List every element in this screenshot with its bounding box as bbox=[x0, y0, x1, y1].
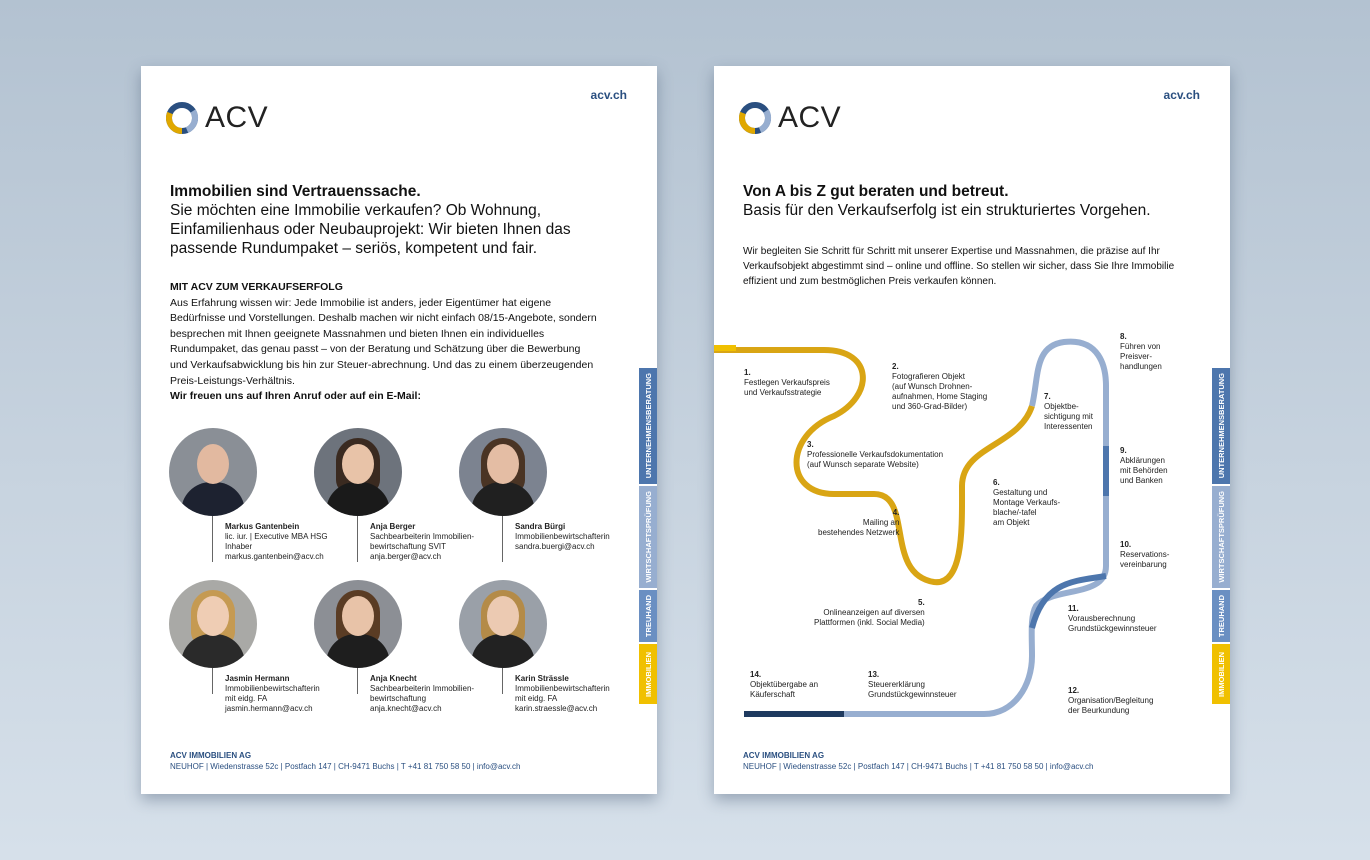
step-number: 1. bbox=[744, 368, 751, 377]
tab-unternehmensberatung[interactable]: UNTERNEHMENSBERATUNG bbox=[1212, 368, 1230, 484]
process-step: 10. Reservations- vereinbarung bbox=[1120, 540, 1170, 569]
person-detail[interactable]: markus.gantenbein@acv.ch bbox=[225, 552, 324, 561]
website-url[interactable]: acv.ch bbox=[590, 88, 627, 102]
process-step: 11. Vorausberechnung Grundstückgewinnsteuer bbox=[1068, 604, 1157, 633]
portrait-photo bbox=[314, 580, 402, 668]
tab-immobilien[interactable]: IMMOBILIEN bbox=[639, 644, 657, 704]
person-detail: bewirtschaftung SVIT bbox=[370, 542, 447, 551]
portrait-photo bbox=[169, 580, 257, 668]
step-number: 9. bbox=[1120, 446, 1127, 455]
connector-line bbox=[502, 668, 503, 694]
footer-company: ACV IMMOBILIEN AG bbox=[170, 751, 252, 760]
portrait-photo bbox=[169, 428, 257, 516]
person-detail: bewirtschaftung bbox=[370, 694, 427, 703]
page-heading bbox=[743, 182, 1183, 220]
step-number: 2. bbox=[892, 362, 899, 371]
process-step: 12. Organisation/Begleitung der Beurkundung bbox=[1068, 686, 1154, 715]
footer-company: ACV IMMOBILIEN AG bbox=[743, 751, 825, 760]
connector-line bbox=[212, 668, 213, 694]
side-tabs bbox=[639, 368, 657, 706]
footer-address: NEUHOF | Wiedenstrasse 52c | Postfach 147 | CH-9471 Buchs | T +41 81 750 58 50 | info@acv.ch bbox=[743, 762, 1094, 771]
footer-address: NEUHOF | Wiedenstrasse 52c | Postfach 147 | CH-9471 Buchs | T +41 81 750 58 50 | info@acv.ch bbox=[170, 762, 521, 771]
person-detail: Inhaber bbox=[225, 542, 253, 551]
tab-unternehmensberatung[interactable]: UNTERNEHMENSBERATUNG bbox=[639, 368, 657, 484]
connector-line bbox=[357, 668, 358, 694]
person-name: Sandra Bürgi bbox=[515, 522, 566, 531]
connector-line bbox=[357, 516, 358, 562]
connector-line bbox=[502, 516, 503, 562]
person-detail[interactable]: sandra.buergi@acv.ch bbox=[515, 542, 595, 551]
step-number: 4. bbox=[892, 508, 900, 517]
person-name: Karin Strässle bbox=[515, 674, 569, 683]
process-step: 6. Gestaltung und Montage Verkaufs- blache/-tafel am Objekt bbox=[993, 478, 1061, 527]
person-name: Anja Knecht bbox=[370, 674, 417, 683]
person-detail: mit eidg. FA bbox=[515, 694, 558, 703]
step-number: 12. bbox=[1068, 686, 1080, 695]
process-step: 7. Objektbe- sichtigung mit Interessenten bbox=[1044, 392, 1093, 431]
person-detail: Immobilienbewirtschafterin bbox=[225, 684, 320, 693]
tab-wirtschaftspruefung[interactable]: WIRTSCHAFTSPRÜFUNG bbox=[639, 486, 657, 588]
step-number: 11. bbox=[1068, 604, 1079, 613]
step-number: 13. bbox=[868, 670, 880, 679]
heading-text: Basis für den Verkaufserfolg ist ein strukturiertes Vorgehen. bbox=[743, 202, 1151, 219]
connector-line bbox=[212, 516, 213, 562]
logo-text: ACV bbox=[205, 101, 269, 134]
step-number: 5. bbox=[918, 598, 925, 607]
process-step: 8. Führen von Preisver- handlungen bbox=[1120, 332, 1162, 371]
person-name: Markus Gantenbein bbox=[225, 522, 300, 531]
person-detail[interactable]: karin.straessle@acv.ch bbox=[515, 704, 598, 713]
heading-text: Sie möchten eine Immobilie verkaufen? Ob Wohnung, Einfamilienhaus oder Neubauprojekt: Wir bieten Ihnen das passende Rundumpaket – seriös, kompetent und fair. bbox=[170, 202, 571, 257]
process-step: 2. Fotografieren Objekt (auf Wunsch Drohnen- aufnahmen, Home Staging und 360-Grad-Bilder) bbox=[892, 362, 988, 411]
acv-logo bbox=[738, 101, 841, 135]
page-heading bbox=[170, 182, 600, 258]
intro-text: Wir begleiten Sie Schritt für Schritt mit unserer Expertise und Massnahmen, die präzise auf Ihr Verkaufsobjekt abgestimmt sind – online und offline. So stellen wir sicher, dass Sie Ihre Immobilie effizient und zum bestmöglichen Preis verkaufen können. bbox=[743, 246, 1175, 287]
tab-wirtschaftspruefung[interactable]: WIRTSCHAFTSPRÜFUNG bbox=[1212, 486, 1230, 588]
portrait-photo bbox=[459, 580, 547, 668]
person-detail: Immobilienbewirtschafterin bbox=[515, 684, 610, 693]
person-detail: Immobilienbewirtschafterin bbox=[515, 532, 610, 541]
tab-treuhand[interactable]: TREUHAND bbox=[1212, 590, 1230, 642]
acv-logo bbox=[165, 101, 268, 135]
process-step: 4. Mailing an bestehendes Netzwerk bbox=[818, 508, 900, 537]
person-detail[interactable]: jasmin.hermann@acv.ch bbox=[225, 704, 313, 713]
step-number: 3. bbox=[807, 440, 814, 449]
brochure-page-team bbox=[141, 66, 657, 794]
tab-treuhand[interactable]: TREUHAND bbox=[639, 590, 657, 642]
body-section bbox=[170, 280, 600, 405]
process-step: 1. Festlegen Verkaufspreis und Verkaufsstrategie bbox=[744, 368, 830, 397]
person-detail[interactable]: anja.knecht@acv.ch bbox=[370, 704, 442, 713]
side-tabs bbox=[1212, 368, 1230, 706]
step-number: 10. bbox=[1120, 540, 1132, 549]
website-url[interactable]: acv.ch bbox=[1163, 88, 1200, 102]
step-number: 7. bbox=[1044, 392, 1051, 401]
process-step: 13. Steuererklärung Grundstückgewinnsteuer bbox=[868, 670, 957, 699]
body-text: Aus Erfahrung wissen wir: Jede Immobilie ist anders, jeder Eigentümer hat eigene Bedürfnisse und Vorstellungen. Deshalb machen wir nicht einfach 08/15-Angebote, sondern besprechen mit Ihnen geeignete Massnahmen und bieten Ihnen ein individuelles Rundumpaket, das genau passt – von der Beratung und Schätzung über die Bewerbung und Verkaufsabwicklung bis hin zur Steuer-abrechnung. Und das zu einem überzeugenden Preis-Leistungs-Verhältnis. bbox=[170, 296, 597, 387]
step-number: 14. bbox=[750, 670, 762, 679]
process-step: 14. Objektübergabe an Käuferschaft bbox=[750, 670, 819, 699]
section-title: MIT ACV ZUM VERKAUFSERFOLG bbox=[170, 281, 343, 293]
brochure-page-process bbox=[714, 66, 1230, 794]
person-detail[interactable]: anja.berger@acv.ch bbox=[370, 552, 442, 561]
person-detail: lic. iur. | Executive MBA HSG bbox=[225, 532, 328, 541]
acv-logo-icon bbox=[738, 101, 772, 135]
portrait-photo bbox=[459, 428, 547, 516]
heading-bold: Immobilien sind Vertrauenssache. bbox=[170, 183, 421, 200]
footer bbox=[743, 750, 1093, 772]
person-detail: Sachbearbeiterin Immobilien- bbox=[370, 532, 475, 541]
logo-text: ACV bbox=[778, 101, 842, 134]
step-number: 6. bbox=[993, 478, 1000, 487]
step-number: 8. bbox=[1120, 332, 1127, 341]
tab-immobilien[interactable]: IMMOBILIEN bbox=[1212, 644, 1230, 704]
portrait-photo bbox=[314, 428, 402, 516]
heading-bold: Von A bis Z gut beraten und betreut. bbox=[743, 183, 1009, 200]
call-to-action: Wir freuen uns auf Ihren Anruf oder auf ein E-Mail: bbox=[170, 390, 421, 403]
process-step: 9. Abklärungen mit Behörden und Banken bbox=[1120, 446, 1168, 485]
person-name: Anja Berger bbox=[370, 522, 416, 531]
process-step: 3. Professionelle Verkaufsdokumentation (auf Wunsch separate Website) bbox=[807, 440, 944, 469]
footer bbox=[170, 750, 520, 772]
person-detail: Sachbearbeiterin Immobilien- bbox=[370, 684, 475, 693]
process-step: 5. Onlineanzeigen auf diversen Plattformen (inkl. Social Media) bbox=[814, 598, 925, 627]
person-detail: mit eidg. FA bbox=[225, 694, 268, 703]
person-name: Jasmin Hermann bbox=[225, 674, 290, 683]
acv-logo-icon bbox=[165, 101, 199, 135]
